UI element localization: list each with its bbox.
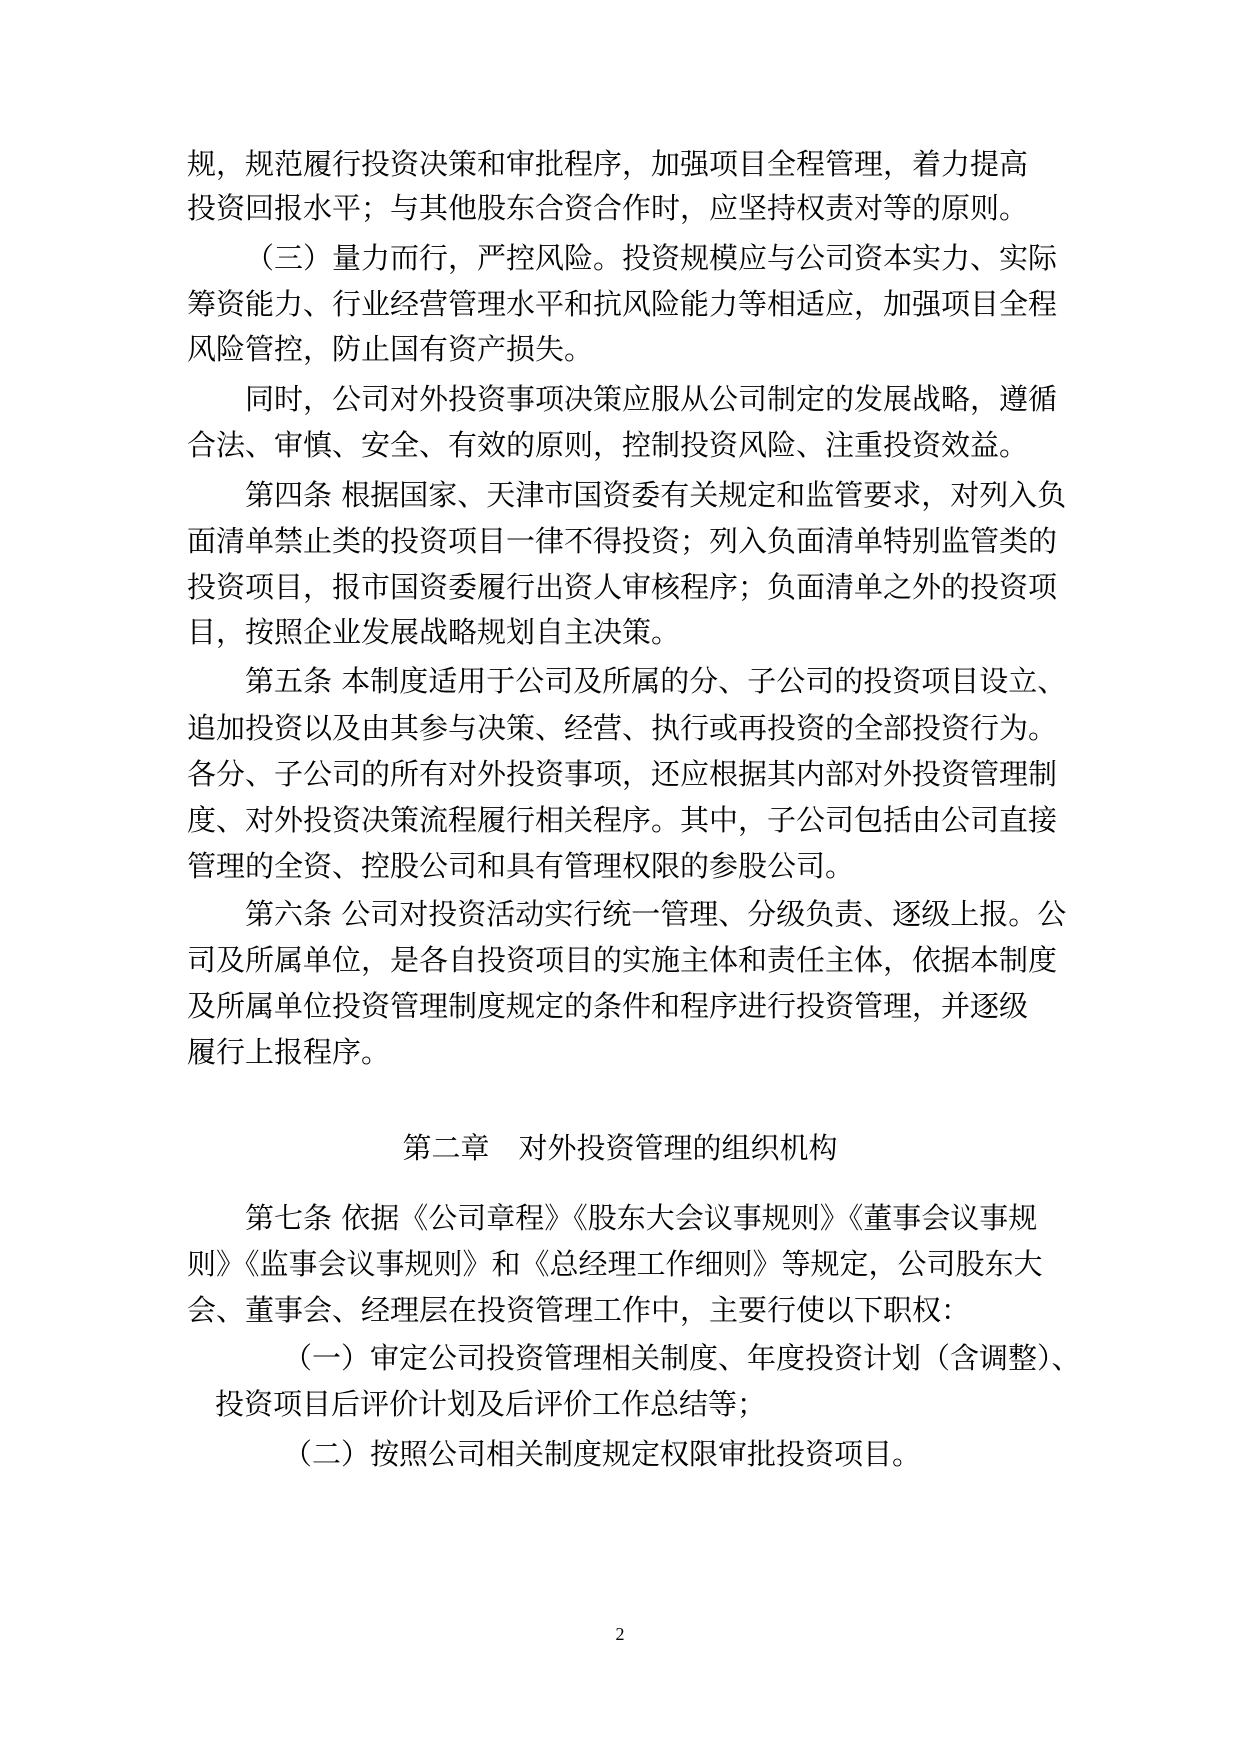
chapter-heading: 第二章 对外投资管理的组织机构 bbox=[402, 1131, 838, 1165]
paragraph-line: 投资项目后评价计划及后评价工作总结等； bbox=[215, 1387, 767, 1421]
paragraph-line: 则》《监事会议事规则》和《总经理工作细则》等规定，公司股东大 bbox=[187, 1247, 1043, 1281]
page-number: 2 bbox=[615, 1624, 625, 1644]
paragraph-line: 度、对外投资决策流程履行相关程序。其中，子公司包括由公司直接 bbox=[187, 803, 1058, 837]
paragraph-line: 合法、审慎、安全、有效的原则，控制投资风险、注重投资效益。 bbox=[187, 428, 1029, 462]
paragraph-line: 面清单禁止类的投资项目一律不得投资；列入负面清单特别监管类的 bbox=[187, 524, 1058, 558]
paragraph-line: 规，规范履行投资决策和审批程序，加强项目全程管理，着力提高 bbox=[187, 147, 1029, 181]
paragraph-line: 第五条 本制度适用于公司及所属的分、子公司的投资项目设立、 bbox=[245, 664, 1067, 698]
paragraph-line: 司及所属单位，是各自投资项目的实施主体和责任主体，依据本制度 bbox=[187, 943, 1058, 977]
paragraph-line: 同时，公司对外投资事项决策应服从公司制定的发展战略，遵循 bbox=[245, 382, 1058, 416]
paragraph-line: 投资项目，报市国资委履行出资人审核程序；负面清单之外的投资项 bbox=[187, 570, 1058, 604]
paragraph-line: （三）量力而行，严控风险。投资规模应与公司资本实力、实际 bbox=[245, 241, 1058, 275]
paragraph-line: （一）审定公司投资管理相关制度、年度投资计划（含调整）、 bbox=[283, 1341, 1081, 1375]
paragraph-line: 会、董事会、经理层在投资管理工作中，主要行使以下职权： bbox=[187, 1293, 971, 1327]
paragraph-line: （二）按照公司相关制度规定权限审批投资项目。 bbox=[283, 1437, 922, 1471]
paragraph-line: 投资回报水平；与其他股东合资合作时，应坚持权责对等的原则。 bbox=[187, 191, 1029, 225]
paragraph-line: 风险管控，防止国有资产损失。 bbox=[187, 332, 594, 366]
paragraph-line: 第四条 根据国家、天津市国资委有关规定和监管要求，对列入负 bbox=[245, 478, 1067, 512]
paragraph-line: 管理的全资、控股公司和具有管理权限的参股公司。 bbox=[187, 849, 855, 883]
paragraph-line: 目，按照企业发展战略规划自主决策。 bbox=[187, 615, 681, 649]
paragraph-line: 追加投资以及由其参与决策、经营、执行或再投资的全部投资行为。 bbox=[187, 711, 1058, 745]
paragraph-line: 及所属单位投资管理制度规定的条件和程序进行投资管理，并逐级 bbox=[187, 989, 1029, 1023]
paragraph-line: 第六条 公司对投资活动实行统一管理、分级负责、逐级上报。公 bbox=[245, 897, 1067, 931]
paragraph-line: 履行上报程序。 bbox=[187, 1035, 391, 1069]
paragraph-line: 各分、子公司的所有对外投资事项，还应根据其内部对外投资管理制 bbox=[187, 757, 1058, 791]
paragraph-line: 筹资能力、行业经营管理水平和抗风险能力等相适应，加强项目全程 bbox=[187, 287, 1058, 321]
paragraph-line: 第七条 依据《公司章程》《股东大会议事规则》《董事会议事规 bbox=[245, 1201, 1038, 1235]
